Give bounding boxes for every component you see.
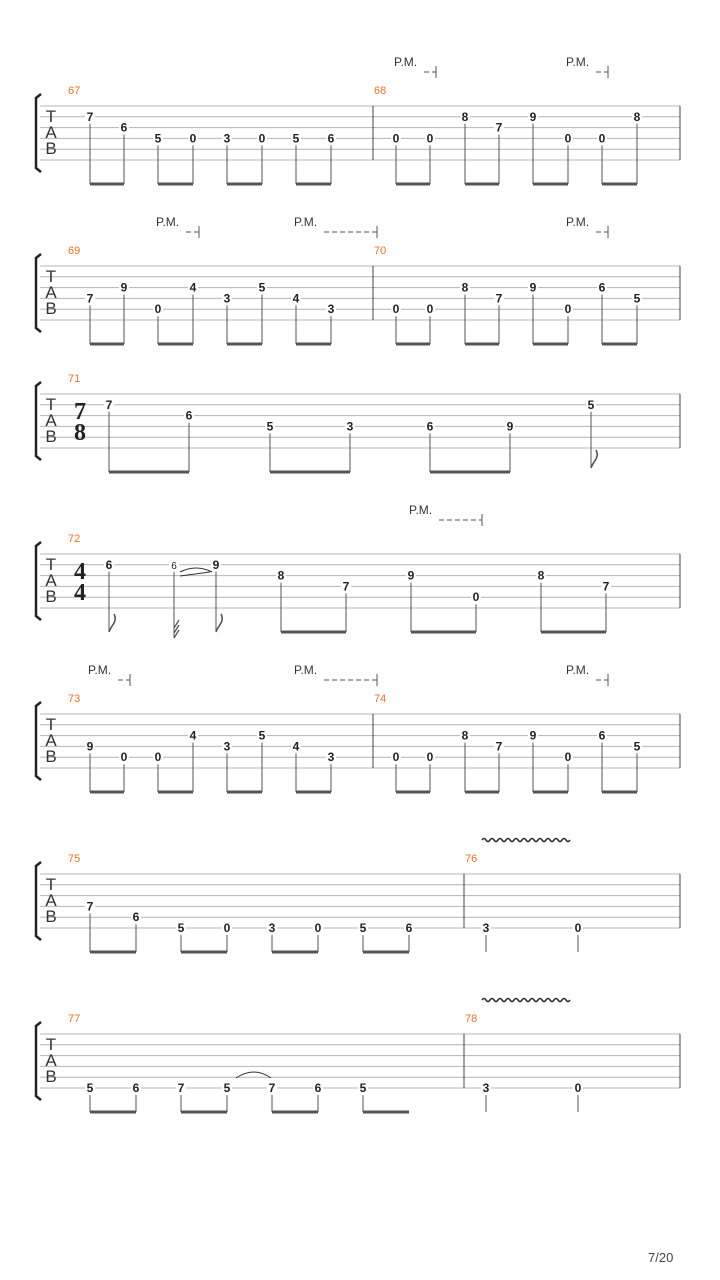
- palm-mute-label: P.M.: [394, 55, 418, 69]
- fret-number: 0: [120, 750, 128, 765]
- tab-clef-letter: T: [45, 555, 57, 574]
- fret-number: 7: [86, 291, 94, 306]
- time-signature-top: 7: [74, 399, 86, 425]
- fret-number: 9: [86, 739, 94, 754]
- fret-number: 9: [506, 419, 514, 434]
- vibrato-mark: [482, 839, 570, 842]
- fret-number: 3: [223, 291, 231, 306]
- measure-number: 71: [68, 373, 81, 385]
- fret-number: 4: [292, 739, 300, 754]
- fret-number: 5: [359, 921, 367, 935]
- fret-number: 3: [482, 921, 490, 935]
- note-flag: [591, 450, 597, 468]
- fret-number: 5: [154, 131, 162, 146]
- fret-number: 0: [154, 302, 162, 317]
- fret-number: 8: [633, 109, 641, 124]
- fret-number: 9: [120, 280, 128, 295]
- tab-clef-letter: B: [45, 907, 57, 926]
- fret-number: 0: [564, 131, 572, 146]
- palm-mute-label: P.M.: [409, 503, 433, 517]
- fret-number: 4: [189, 728, 197, 743]
- fret-number: 0: [314, 921, 322, 935]
- fret-number: 6: [120, 120, 128, 135]
- fret-number: 8: [461, 109, 469, 124]
- tab-clef-letter: B: [45, 587, 57, 606]
- fret-number: 0: [189, 131, 197, 146]
- fret-number: 5: [258, 280, 266, 295]
- tab-clef-letter: A: [45, 891, 57, 910]
- fret-number: 0: [154, 750, 162, 765]
- measure-number: 74: [374, 693, 387, 705]
- tab-clef-letter: B: [45, 1067, 57, 1086]
- fret-number: 0: [258, 131, 266, 146]
- fret-number: 0: [426, 131, 434, 146]
- tab-clef-letter: A: [45, 123, 57, 142]
- fret-number: 7: [86, 899, 94, 914]
- fret-number: 5: [177, 921, 185, 935]
- measure-number: 76: [465, 853, 478, 865]
- measure-number: 77: [68, 1013, 81, 1025]
- fret-number: 0: [564, 302, 572, 317]
- fret-number: 3: [223, 739, 231, 754]
- tab-clef-letter: T: [45, 1035, 57, 1054]
- fret-number: 8: [537, 568, 545, 583]
- fret-number: 0: [598, 131, 606, 146]
- measure-number: 70: [374, 245, 387, 257]
- fret-number: 0: [392, 750, 400, 765]
- fret-number: 6: [314, 1081, 322, 1095]
- fret-number: 0: [564, 750, 572, 765]
- fret-number: 3: [482, 1081, 490, 1095]
- fret-number: 6: [132, 1081, 140, 1095]
- fret-number: 8: [461, 728, 469, 743]
- tab-clef-letter: T: [45, 875, 57, 894]
- fret-number: 7: [105, 397, 113, 412]
- fret-number: 3: [327, 750, 335, 765]
- fret-number: 6: [598, 728, 606, 743]
- fret-number: 7: [602, 579, 610, 594]
- palm-mute-label: P.M.: [294, 663, 318, 677]
- fret-number: 6: [105, 557, 113, 572]
- fret-number: 5: [86, 1081, 94, 1095]
- fret-number: 9: [529, 280, 537, 295]
- fret-number: 0: [472, 590, 480, 605]
- fret-number: 7: [177, 1081, 185, 1095]
- vibrato-mark: [482, 999, 570, 1002]
- fret-number: 0: [392, 302, 400, 317]
- fret-number: 4: [189, 280, 197, 295]
- fret-number: 3: [223, 131, 231, 146]
- tab-clef-letter: A: [45, 571, 57, 590]
- measure-number: 67: [68, 85, 81, 97]
- palm-mute-label: P.M.: [566, 215, 590, 229]
- fret-number: 8: [461, 280, 469, 295]
- time-signature-bottom: 8: [74, 420, 86, 446]
- measure-number: 72: [68, 533, 81, 545]
- fret-number: 9: [407, 568, 415, 583]
- fret-number: 5: [223, 1081, 231, 1095]
- fret-number: 6: [132, 910, 140, 925]
- tab-clef-letter: A: [45, 1051, 57, 1070]
- fret-number: 5: [633, 739, 641, 754]
- fret-number: 6: [405, 921, 413, 935]
- time-signature-top: 4: [74, 559, 86, 585]
- measure-number: 78: [465, 1013, 478, 1025]
- note-flag: [216, 614, 222, 632]
- fret-number: 7: [495, 739, 503, 754]
- tab-clef-letter: B: [45, 299, 57, 318]
- fret-number: 7: [268, 1081, 276, 1095]
- fret-number: 0: [574, 921, 582, 935]
- fret-number: 5: [359, 1081, 367, 1095]
- fret-number: 9: [529, 728, 537, 743]
- tab-clef-letter: B: [45, 139, 57, 158]
- fret-number: 5: [633, 291, 641, 306]
- fret-number: 0: [574, 1081, 582, 1095]
- fret-number: 0: [392, 131, 400, 146]
- note-flag: [109, 614, 115, 632]
- slide-curve: [180, 568, 212, 572]
- tab-clef-letter: T: [45, 107, 57, 126]
- fret-number: 6: [171, 560, 177, 572]
- tab-clef-letter: T: [45, 395, 57, 414]
- tab-clef-letter: T: [45, 715, 57, 734]
- tab-clef-letter: B: [45, 427, 57, 446]
- fret-number: 0: [426, 750, 434, 765]
- fret-number: 7: [342, 579, 350, 594]
- fret-number: 6: [426, 419, 434, 434]
- fret-number: 7: [495, 291, 503, 306]
- fret-number: 5: [266, 419, 274, 434]
- fret-number: 7: [86, 109, 94, 124]
- measure-number: 68: [374, 85, 387, 97]
- palm-mute-label: P.M.: [566, 55, 590, 69]
- fret-number: 6: [327, 131, 335, 146]
- tab-clef-letter: T: [45, 267, 57, 286]
- fret-number: 5: [292, 131, 300, 146]
- palm-mute-label: P.M.: [88, 663, 112, 677]
- time-signature-bottom: 4: [74, 580, 86, 606]
- tab-clef-letter: A: [45, 411, 57, 430]
- fret-number: 7: [495, 120, 503, 135]
- fret-number: 0: [426, 302, 434, 317]
- fret-number: 0: [223, 921, 231, 935]
- fret-number: 3: [268, 921, 276, 935]
- fret-number: 6: [185, 408, 193, 423]
- measure-number: 69: [68, 245, 81, 257]
- fret-number: 5: [587, 397, 595, 412]
- measure-number: 75: [68, 853, 81, 865]
- fret-number: 3: [327, 302, 335, 317]
- fret-number: 4: [292, 291, 300, 306]
- fret-number: 8: [277, 568, 285, 583]
- tab-clef-letter: B: [45, 747, 57, 766]
- page-number: 7/20: [648, 1250, 674, 1265]
- palm-mute-label: P.M.: [566, 663, 590, 677]
- measure-number: 73: [68, 693, 81, 705]
- palm-mute-label: P.M.: [156, 215, 180, 229]
- fret-number: 9: [529, 109, 537, 124]
- fret-number: 5: [258, 728, 266, 743]
- fret-number: 3: [346, 419, 354, 434]
- fret-number: 9: [212, 557, 220, 572]
- tab-clef-letter: A: [45, 283, 57, 302]
- palm-mute-label: P.M.: [294, 215, 318, 229]
- tab-clef-letter: A: [45, 731, 57, 750]
- fret-number: 6: [598, 280, 606, 295]
